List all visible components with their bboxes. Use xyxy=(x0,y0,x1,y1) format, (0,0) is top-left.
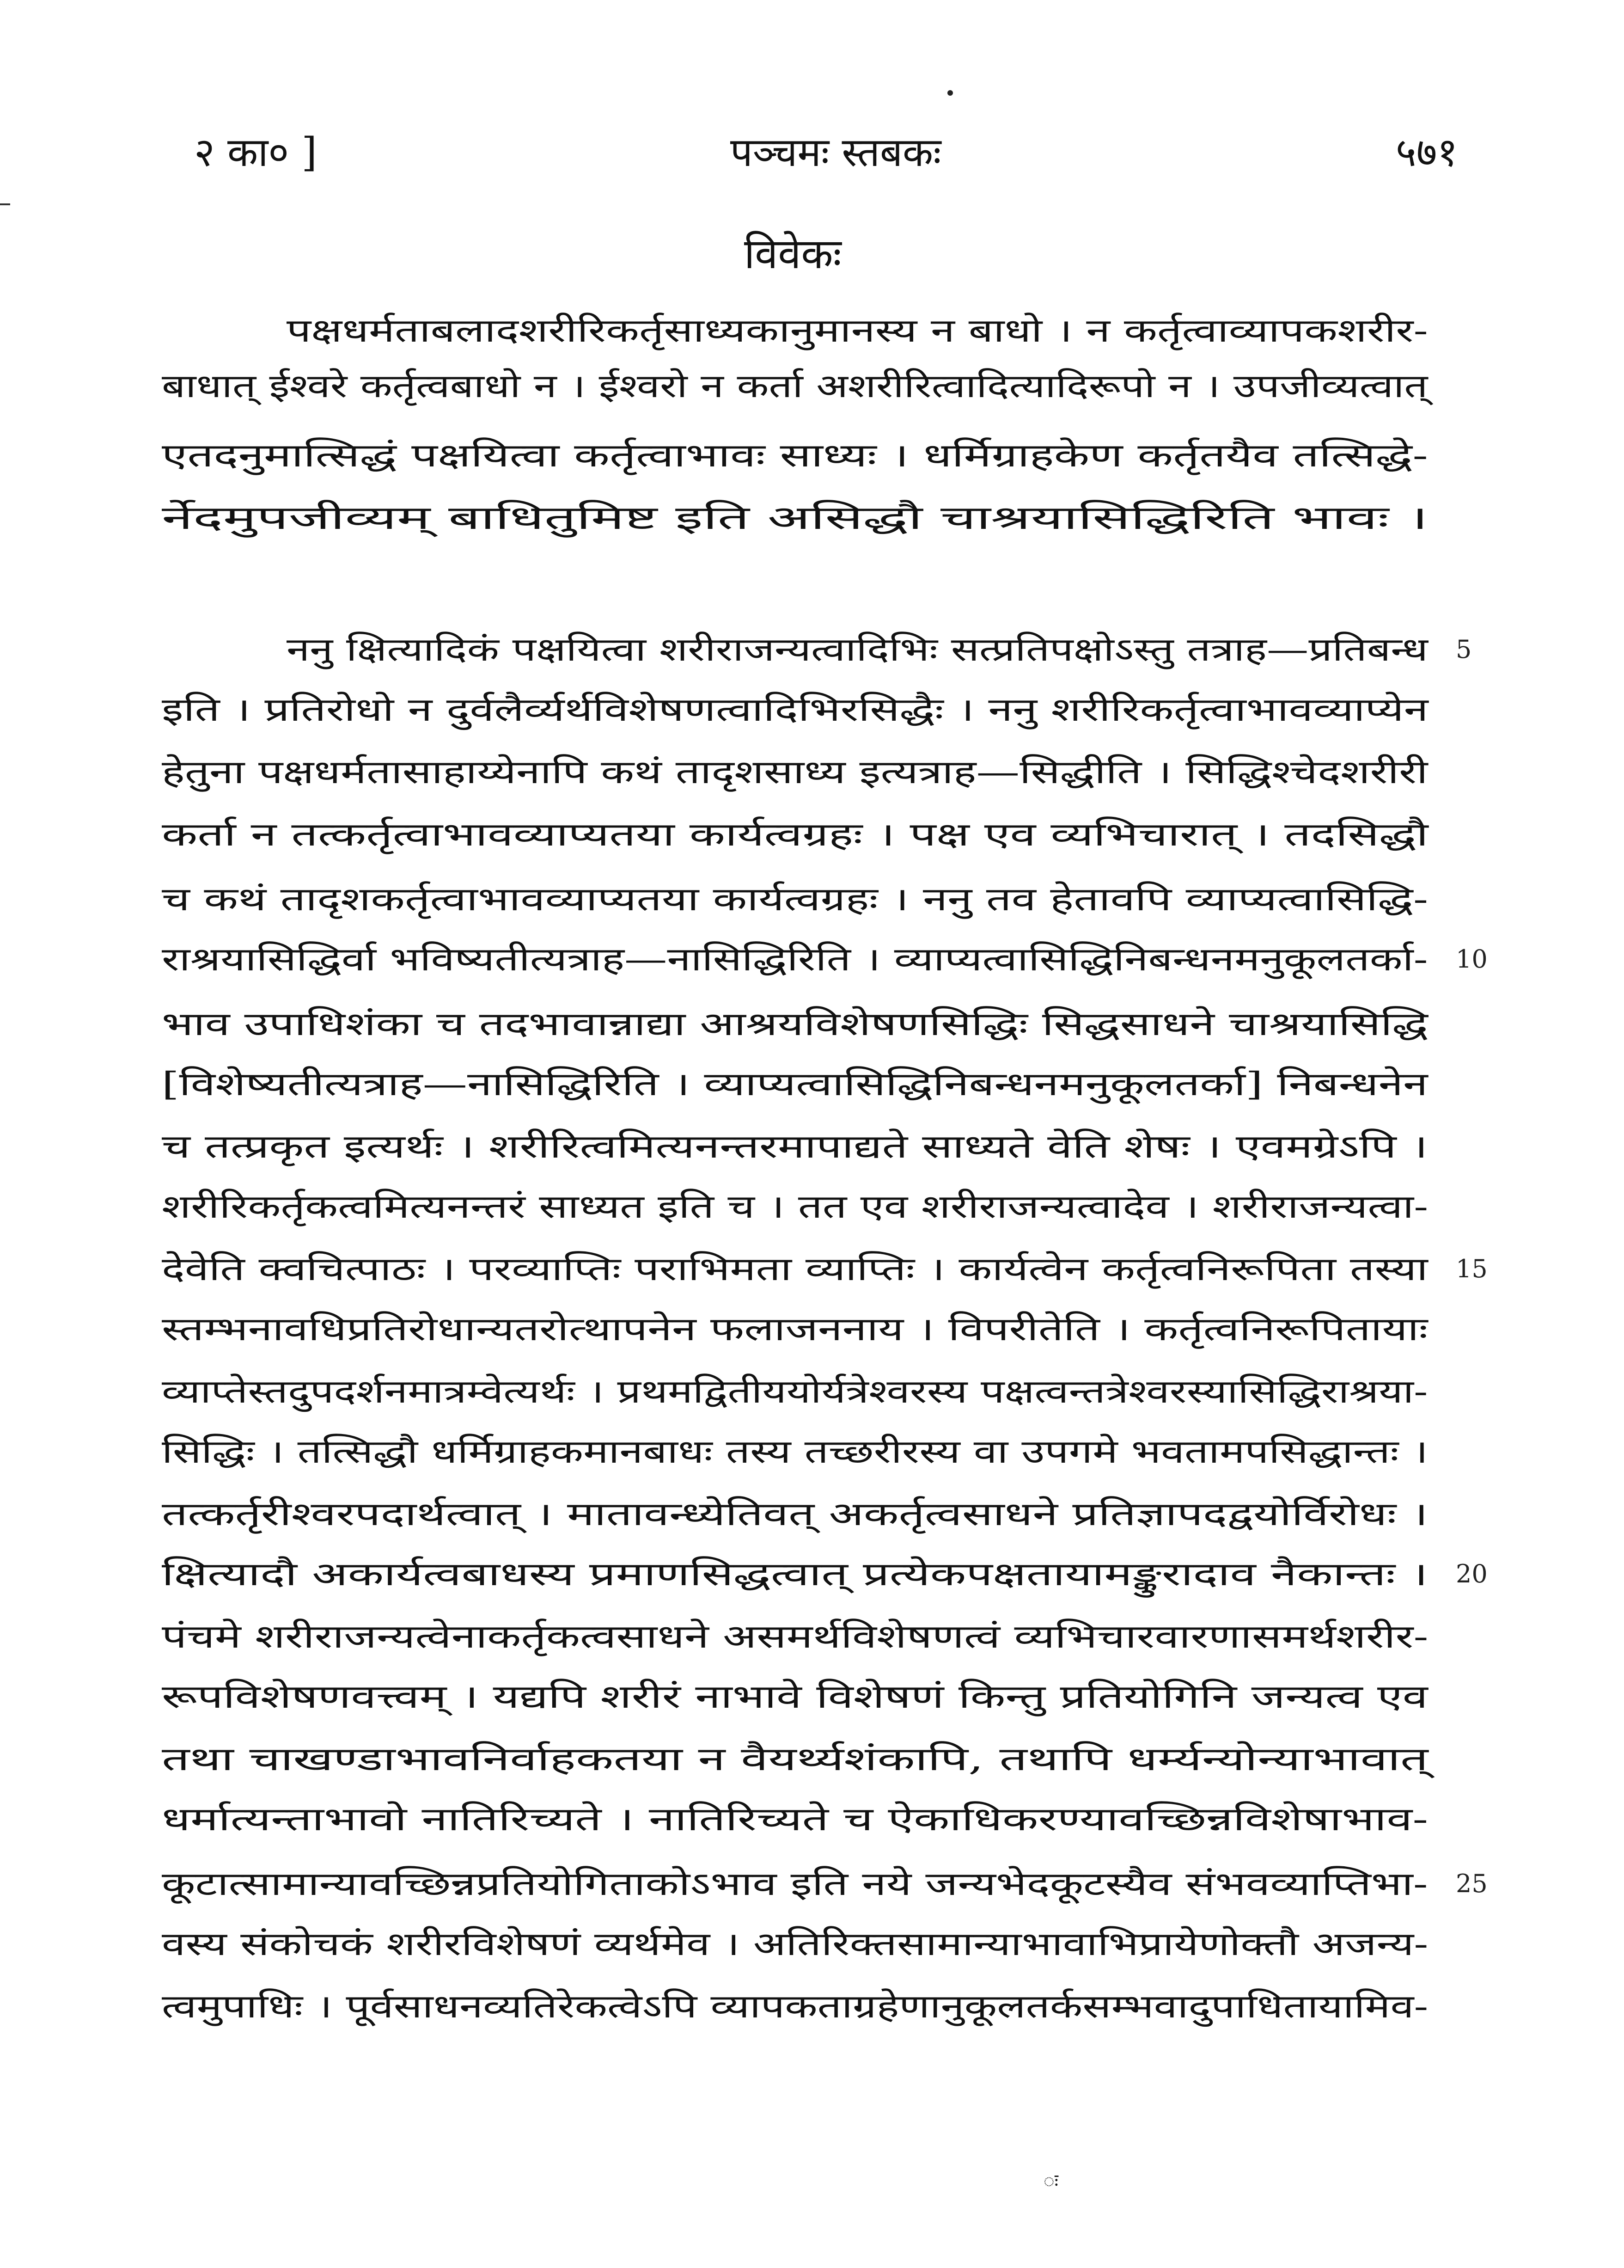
line-text: त्वमुपाधिः । पूर्वसाधनव्यतिरेकत्वेऽपि व्यापकताग्रहेणानुकूलतर्कसम्भवादुपाधितायामिव- xyxy=(162,1987,1429,2025)
running-head-title: पञ्चमः स्तबकः xyxy=(730,129,941,176)
line-text: बाधात् ईश्वरे कर्तृत्वबाधो न । ईश्वरो न कर्ता अशरीरित्वादित्यादिरूपो न । उपजीव्यत्वात् xyxy=(162,367,1428,405)
line-text: भाव उपाधिशंका च तदभावान्नाद्या आश्रयविशेषणसिद्धिः सिद्धसाधने चाश्रयासिद्धि xyxy=(162,1005,1429,1043)
text-line xyxy=(0,1484,1624,1544)
text-line xyxy=(0,425,1624,485)
line-text: स्तम्भनावधिप्रतिरोधान्यतरोत्थापनेन फलाजननाय । विपरीतेति । कर्तृत्वनिरूपितायाः xyxy=(162,1310,1428,1348)
line-text: व्याप्तेस्तदुपदर्शनमात्रम्वेत्यर्थः । प्रथमद्वितीययोर्यत्रेश्वरस्य पक्षत्वन्तत्रेश्वरस्यासिद्धिराश्रया- xyxy=(162,1373,1428,1410)
text-line xyxy=(0,1667,1624,1727)
line-text: कर्ता न तत्कर्तृत्वाभावव्याप्यतया कार्यत्वग्रहः । पक्ष एव व्यभिचारात् । तदसिद्धौ xyxy=(162,815,1429,853)
text-line xyxy=(0,1422,1624,1482)
line-text: देवेति क्वचित्पाठः । परव्याप्तिः पराभिमता व्याप्तिः । कार्यत्वेन कर्तृत्वनिरूपिता तस्या xyxy=(162,1250,1428,1288)
line-text: [विशेष्यतीत्यत्राह—नासिद्धिरिति । व्याप्यत्वासिद्धिनिबन्धनमनुकूलतर्का] निबन्धनेन xyxy=(162,1065,1428,1103)
line-text: क्षित्यादौ अकार्यत्वबाधस्य प्रमाणसिद्धत्वात् प्रत्येकपक्षतायामङ्कुरादाव नैकान्तः । xyxy=(162,1555,1428,1593)
text-line xyxy=(0,1177,1624,1237)
text-line xyxy=(0,929,1624,989)
text-line xyxy=(0,488,1624,548)
text-line xyxy=(0,1729,1624,1789)
section-title: विवेकः xyxy=(744,230,842,278)
line-text: रूपविशेषणवत्त्वम् । यद्यपि शरीरं नाभावे विशेषणं किन्तु प्रतियोगिनि जन्यत्व एव xyxy=(162,1678,1428,1716)
text-line xyxy=(0,1054,1624,1114)
text-line xyxy=(0,1239,1624,1299)
line-text: धर्मात्यन्ताभावो नातिरिच्यते । नातिरिच्यते च ऐकाधिकरण्यावच्छिन्नविशेषाभाव- xyxy=(162,1800,1429,1838)
running-head-left: २ का० ] xyxy=(194,129,317,176)
text-line xyxy=(0,1606,1624,1667)
print-speck xyxy=(947,90,953,96)
text-line xyxy=(0,869,1624,929)
line-text: कूटात्सामान्यावच्छिन्नप्रतियोगिताकोऽभाव इति नये जन्यभेदकूटस्यैव संभवव्याप्तिभा- xyxy=(162,1865,1428,1903)
line-text: सिद्धिः । तत्सिद्धौ धर्मिग्राहकमानबाधः तस्य तच्छरीरस्य वा उपगमे भवतामपसिद्धान्तः । xyxy=(162,1433,1429,1471)
text-line xyxy=(0,680,1624,740)
footer-mark: ः xyxy=(1044,2170,1058,2192)
text-line xyxy=(0,619,1624,680)
line-text: वस्य संकोचकं शरीरविशेषणं व्यर्थमेव । अतिरिक्तसामान्याभावाभिप्रायेणोक्तौ अजन्य- xyxy=(162,1925,1429,1963)
text-line xyxy=(0,994,1624,1054)
line-text: हेतुना पक्षधर्मतासाहाय्येनापि कथं तादृशसाध्य इत्यत्राह—सिद्धीति । सिद्धिश्चेदशरीरी xyxy=(162,753,1428,791)
line-number: 15 xyxy=(1456,1254,1488,1283)
line-text: च तत्प्रकृत इत्यर्थः । शरीरित्वमित्यनन्तरमापाद्यते साध्यते वेति शेषः । एवमग्रेऽपि । xyxy=(162,1128,1428,1165)
line-number: 10 xyxy=(1456,944,1488,974)
line-text: र्नेदमुपजीव्यम् बाधितुमिष्ट इति असिद्धौ चाश्रयासिद्धिरिति भावः । xyxy=(162,499,1429,537)
text-line xyxy=(0,1299,1624,1359)
text-line xyxy=(0,1914,1624,1974)
text-line xyxy=(0,1789,1624,1849)
text-line xyxy=(0,742,1624,802)
line-text: पंचमे शरीराजन्यत्वेनाकर्तृकत्वसाधने असमर्थविशेषणत्वं व्यभिचारवारणासमर्थशरीर- xyxy=(162,1618,1429,1655)
line-text: राश्रयासिद्धिर्वा भविष्यतीत्यत्राह—नासिद्धिरिति । व्याप्यत्वासिद्धिनिबन्धनमनुकूलतर्का- xyxy=(162,940,1428,978)
text-line xyxy=(0,1976,1624,2036)
line-text: ननु क्षित्यादिकं पक्षयित्वा शरीराजन्यत्वादिभिः सत्प्रतिपक्षोऽस्तु तत्राह—प्रतिबन्ध xyxy=(287,631,1428,668)
line-text: एतदनुमात्सिद्धं पक्षयित्वा कर्तृत्वाभावः साध्यः । धर्मिग्राहकेण कर्तृतयैव तत्सिद्धे- xyxy=(162,436,1428,474)
line-text: शरीरिकर्तृकत्वमित्यनन्तरं साध्यत इति च । तत एव शरीराजन्यत्वादेव । शरीराजन्यत्वा- xyxy=(162,1188,1429,1226)
line-number: 5 xyxy=(1456,635,1472,664)
text-line xyxy=(0,1854,1624,1914)
line-text: तत्कर्तृरीश्वरपदार्थत्वात् । मातावन्ध्येतिवत् अकर्तृत्वसाधने प्रतिज्ञापदद्वयोर्विरोधः । xyxy=(162,1495,1428,1533)
line-text: इति । प्रतिरोधो न दुर्वलैर्व्यर्थविशेषणत्वादिभिरसिद्धैः । ननु शरीरिकर्तृत्वाभावव्याप्येन xyxy=(162,691,1429,729)
line-text: च कथं तादृशकर्तृत्वाभावव्याप्यतया कार्यत्वग्रहः । ननु तव हेतावपि व्याप्यत्वासिद्धि- xyxy=(162,880,1429,918)
line-number: 25 xyxy=(1456,1869,1488,1898)
text-line xyxy=(0,804,1624,864)
text-line xyxy=(0,1116,1624,1177)
page-number: ५७१ xyxy=(1396,129,1458,176)
line-text: पक्षधर्मताबलादशरीरिकर्तृसाध्यकानुमानस्य न बाधो । न कर्तृत्वाव्यापकशरीर- xyxy=(287,312,1429,349)
line-text: तथा चाखण्डाभावनिर्वाहकतया न वैयर्थ्यशंकापि, तथापि धर्म्यन्योन्याभावात् xyxy=(162,1740,1429,1778)
text-line xyxy=(0,1361,1624,1422)
text-line xyxy=(0,356,1624,416)
text-line xyxy=(0,1544,1624,1604)
margin-tick xyxy=(0,203,10,205)
line-number: 20 xyxy=(1456,1559,1488,1588)
text-line xyxy=(0,300,1624,361)
